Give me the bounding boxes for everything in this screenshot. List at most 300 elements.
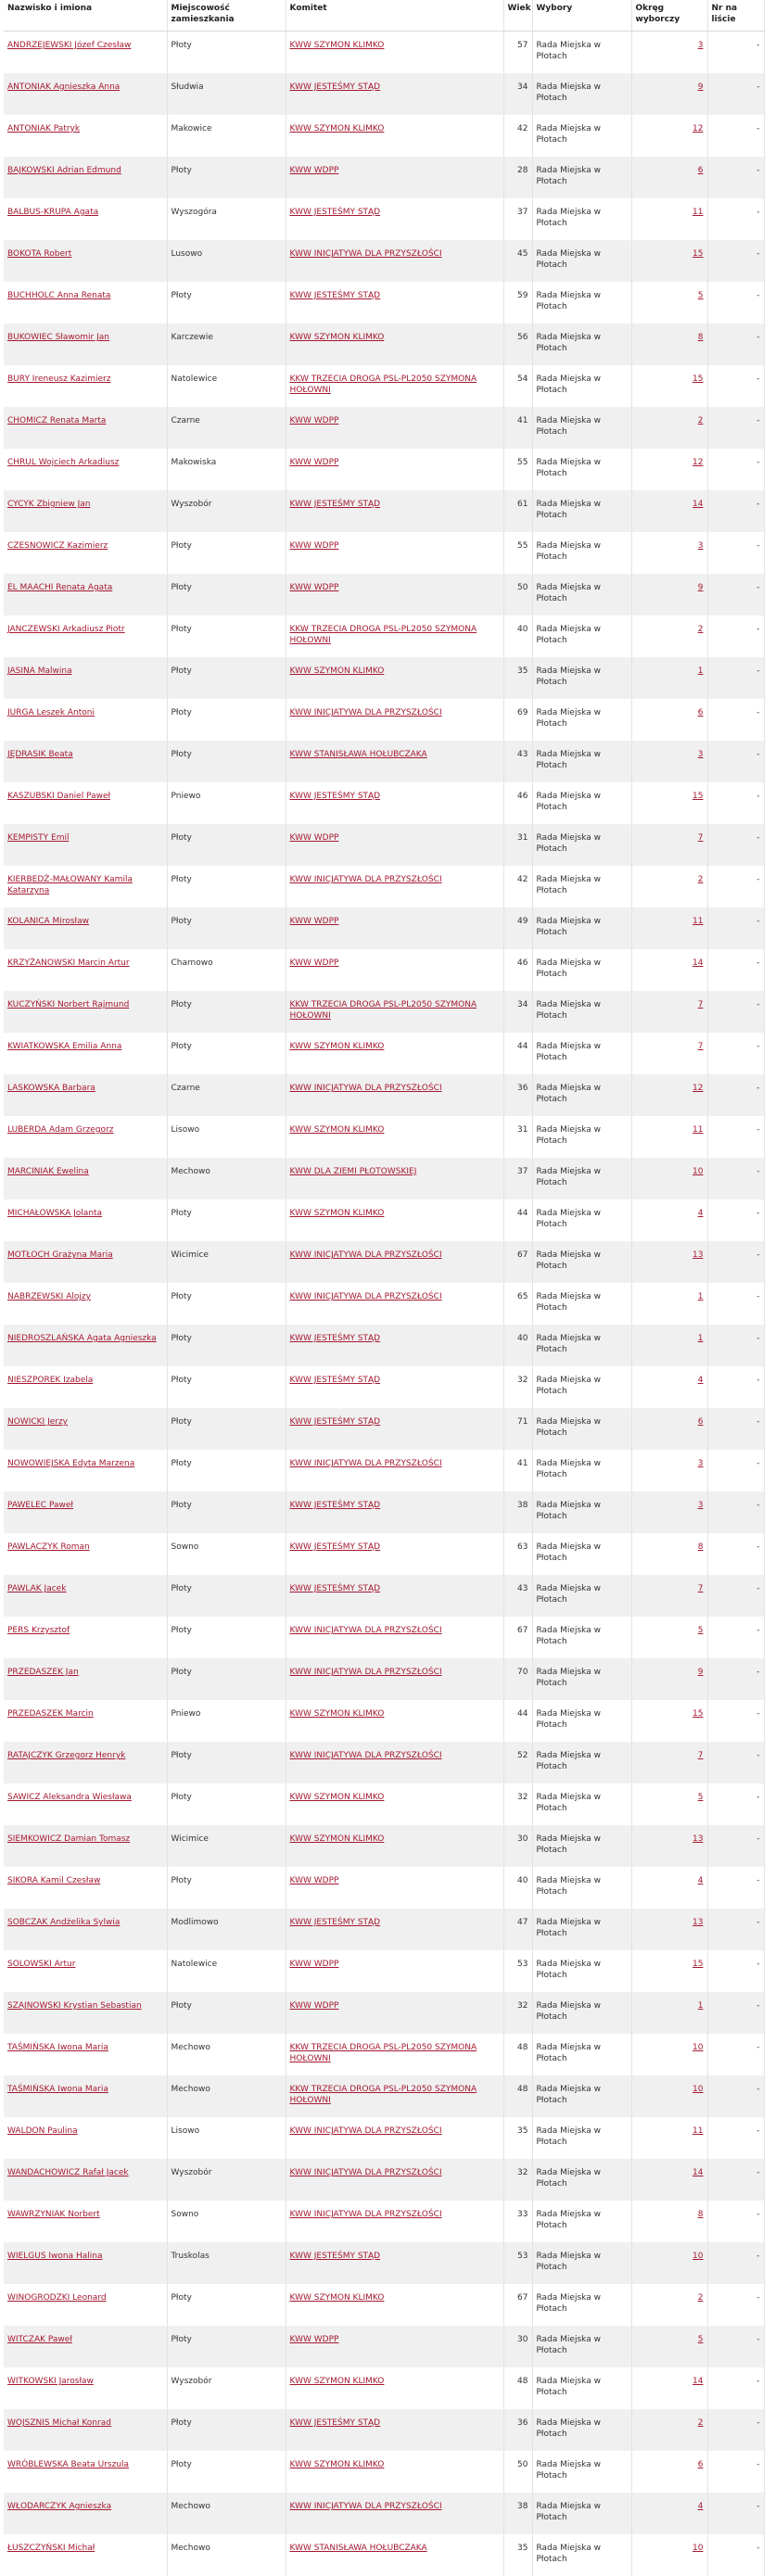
- district-cell: [631, 32, 707, 74]
- election-cell: Rada Miejska w Płotach: [532, 2451, 631, 2493]
- candidate-name-link[interactable]: PAWLACZYK Roman: [7, 1542, 90, 1552]
- district-link[interactable]: 14: [692, 2377, 703, 2386]
- district-link[interactable]: 5: [698, 2335, 704, 2344]
- committee-link[interactable]: KWW SZYMON KLIMKO: [290, 1834, 385, 1844]
- committee-cell: [286, 282, 503, 324]
- committee-link[interactable]: KWW SZYMON KLIMKO: [290, 1042, 385, 1051]
- election-cell: Rada Miejska w Płotach: [532, 1825, 631, 1867]
- committee-link[interactable]: KWW SZYMON KLIMKO: [290, 1209, 385, 1218]
- district-link[interactable]: 6: [698, 166, 704, 175]
- district-cell: [631, 1408, 707, 1450]
- election-cell: Rada Miejska w Płotach: [532, 1450, 631, 1491]
- list-number-cell: -: [707, 1033, 764, 1074]
- candidate-name-link[interactable]: KASZUBSKI Daniel Paweł: [7, 792, 110, 801]
- candidate-cell: [4, 1158, 167, 1199]
- header-residence[interactable]: Miejscowość zamieszkania: [167, 0, 286, 32]
- residence-cell: Płoty: [167, 2326, 286, 2367]
- election-cell: Rada Miejska w Płotach: [532, 2367, 631, 2409]
- candidate-name-link[interactable]: SOLOWSKI Artur: [7, 1960, 75, 1969]
- committee-link[interactable]: KWW JESTEŚMY STĄD: [290, 1501, 381, 1510]
- district-link[interactable]: 9: [698, 583, 704, 592]
- candidate-name-link[interactable]: PERS Krzysztof: [7, 1626, 70, 1635]
- committee-link[interactable]: KWW JESTEŚMY STĄD: [290, 1918, 381, 1927]
- election-cell: Rada Miejska w Płotach: [532, 1408, 631, 1450]
- candidate-cell: [4, 1450, 167, 1491]
- district-link[interactable]: 3: [698, 1459, 704, 1468]
- district-cell: [631, 198, 707, 240]
- committee-cell: [286, 824, 503, 866]
- election-cell: Rada Miejska w Płotach: [532, 2493, 631, 2534]
- committee-link[interactable]: KWW WDPP: [290, 583, 339, 592]
- committee-cell: [286, 198, 503, 240]
- candidate-name-link[interactable]: WIELGUS Iwona Halina: [7, 2252, 103, 2261]
- table-row: [4, 1325, 764, 1366]
- election-cell: Rada Miejska w Płotach: [532, 615, 631, 657]
- committee-link[interactable]: KWW WDPP: [290, 2335, 339, 2344]
- district-link[interactable]: 9: [698, 1668, 704, 1677]
- header-committee[interactable]: Komitet: [286, 0, 503, 32]
- candidate-name-link[interactable]: WINOGRODZKI Leonard: [7, 2293, 107, 2303]
- candidate-name-link[interactable]: JURGA Leszek Antoni: [7, 708, 95, 717]
- candidate-name-link[interactable]: SAWICZ Aleksandra Wiesława: [7, 1793, 132, 1802]
- district-cell: [631, 2075, 707, 2117]
- district-link[interactable]: 10: [692, 2085, 703, 2094]
- election-cell: Rada Miejska w Płotach: [532, 407, 631, 449]
- committee-link[interactable]: KWW INICJATYWA DLA PRZYSZŁOŚCI: [290, 1084, 442, 1093]
- committee-link[interactable]: KWW SZYMON KLIMKO: [290, 1709, 385, 1719]
- district-link[interactable]: 4: [698, 1876, 704, 1885]
- candidate-name-link[interactable]: KWIATKOWSKA Emilia Anna: [7, 1042, 121, 1051]
- district-link[interactable]: 14: [692, 500, 703, 509]
- district-link[interactable]: 6: [698, 2460, 704, 2469]
- district-cell: [631, 2493, 707, 2534]
- candidate-name-link[interactable]: NOWOWIEJSKA Edyta Marzena: [7, 1459, 134, 1468]
- table-row: [4, 240, 764, 282]
- committee-link[interactable]: KWW DLA ZIEMI PŁOTOWSKIEJ: [290, 1167, 417, 1176]
- district-link[interactable]: 7: [698, 833, 704, 843]
- candidate-name-link[interactable]: ANDRZEJEWSKI Józef Czesław: [7, 41, 131, 50]
- table-row: [4, 324, 764, 365]
- district-cell: [631, 574, 707, 615]
- table-body: [4, 32, 764, 2576]
- header-election[interactable]: Wybory: [532, 0, 631, 32]
- list-number-cell: -: [707, 282, 764, 324]
- candidate-name-link[interactable]: JANCZEWSKI Arkadiusz Piotr: [7, 625, 125, 634]
- committee-link[interactable]: KWW INICJATYWA DLA PRZYSZŁOŚCI: [290, 1459, 442, 1468]
- committee-link[interactable]: KWW STANISŁAWA HOŁUBCZAKA: [290, 750, 427, 759]
- committee-link[interactable]: KKW TRZECIA DROGA PSL-PL2050 SZYMONA HOŁOWNI: [290, 2043, 477, 2063]
- committee-cell: [286, 1116, 503, 1158]
- committee-link[interactable]: KWW JESTEŚMY STĄD: [290, 1376, 381, 1385]
- election-cell: Rada Miejska w Płotach: [532, 699, 631, 741]
- district-cell: [631, 2159, 707, 2201]
- district-link[interactable]: 11: [692, 917, 703, 926]
- candidate-name-link[interactable]: CZESNOWICZ Kazimierz: [7, 541, 108, 551]
- candidate-name-link[interactable]: LASKOWSKA Barbara: [7, 1084, 95, 1093]
- committee-link[interactable]: KWW WDPP: [290, 917, 339, 926]
- committee-cell: [286, 1825, 503, 1867]
- candidate-cell: [4, 2034, 167, 2075]
- residence-cell: Lisowo: [167, 1116, 286, 1158]
- age-cell: 32: [503, 2159, 532, 2201]
- table-row: [4, 1158, 764, 1199]
- district-cell: [631, 1450, 707, 1491]
- age-cell: 31: [503, 1116, 532, 1158]
- committee-link[interactable]: KWW WDPP: [290, 1960, 339, 1969]
- district-link[interactable]: 11: [692, 208, 703, 217]
- candidate-name-link[interactable]: BUKOWIEC Sławomir Jan: [7, 333, 109, 342]
- committee-cell: [286, 365, 503, 407]
- residence-cell: Karczewie: [167, 324, 286, 365]
- candidate-name-link[interactable]: BAJKOWSKI Adrian Edmund: [7, 166, 121, 175]
- candidate-name-link[interactable]: WRÓBLEWSKA Beata Urszula: [7, 2460, 129, 2469]
- district-link[interactable]: 15: [692, 249, 703, 259]
- district-link[interactable]: 1: [698, 1292, 704, 1301]
- district-link[interactable]: 3: [698, 750, 704, 759]
- district-link[interactable]: 2: [698, 875, 704, 884]
- committee-cell: [286, 1158, 503, 1199]
- election-cell: Rada Miejska w Płotach: [532, 2075, 631, 2117]
- district-link[interactable]: 3: [698, 41, 704, 50]
- district-link[interactable]: 1: [698, 2001, 704, 2011]
- district-link[interactable]: 4: [698, 1376, 704, 1385]
- district-link[interactable]: 10: [692, 2252, 703, 2261]
- district-link[interactable]: 2: [698, 625, 704, 634]
- candidate-name-link[interactable]: BALBUS-KRUPA Agata: [7, 208, 98, 217]
- committee-link[interactable]: KWW INICJATYWA DLA PRZYSZŁOŚCI: [290, 2168, 442, 2177]
- candidate-name-link[interactable]: JASINA Malwina: [7, 666, 72, 676]
- committee-link[interactable]: KWW JESTEŚMY STĄD: [290, 291, 381, 300]
- candidate-name-link[interactable]: NOWICKI Jerzy: [7, 1417, 68, 1427]
- candidate-name-link[interactable]: CHRUL Wojciech Arkadiusz: [7, 458, 119, 467]
- district-cell: [631, 449, 707, 490]
- district-link[interactable]: 15: [692, 374, 703, 384]
- candidate-name-link[interactable]: ANTONIAK Patryk: [7, 124, 80, 133]
- candidate-name-link[interactable]: SOBCZAK Andżelika Sylwia: [7, 1918, 120, 1927]
- candidate-name-link[interactable]: KUCZYŃSKI Norbert Rajmund: [7, 1000, 129, 1009]
- candidate-name-link[interactable]: MARCINIAK Ewelina: [7, 1167, 89, 1176]
- list-number-cell: -: [707, 2409, 764, 2451]
- candidate-cell: [4, 2326, 167, 2367]
- committee-link[interactable]: KWW INICJATYWA DLA PRZYSZŁOŚCI: [290, 2210, 442, 2219]
- district-cell: [631, 1825, 707, 1867]
- district-link[interactable]: 7: [698, 1584, 704, 1593]
- candidate-name-link[interactable]: CYCYK Zbigniew Jan: [7, 500, 90, 509]
- residence-cell: Makowiska: [167, 449, 286, 490]
- candidate-name-link[interactable]: TAŚMIŃSKA Iwona Maria: [7, 2085, 108, 2094]
- election-cell: Rada Miejska w Płotach: [532, 1742, 631, 1783]
- candidate-name-link[interactable]: NIESZPOREK Izabela: [7, 1376, 93, 1385]
- candidate-name-link[interactable]: PRZEDASZEK Marcin: [7, 1709, 94, 1719]
- candidate-name-link[interactable]: SZAJNOWSKI Krystian Sebastian: [7, 2001, 142, 2011]
- residence-cell: Płoty: [167, 1408, 286, 1450]
- committee-link[interactable]: KWW SZYMON KLIMKO: [290, 124, 385, 133]
- committee-link[interactable]: KWW JESTEŚMY STĄD: [290, 1417, 381, 1427]
- committee-link[interactable]: KWW JESTEŚMY STĄD: [290, 208, 381, 217]
- candidate-cell: [4, 73, 167, 115]
- table-row: [4, 2201, 764, 2242]
- committee-link[interactable]: KKW TRZECIA DROGA PSL-PL2050 SZYMONA HOŁOWNI: [290, 2085, 477, 2105]
- committee-link[interactable]: KKW TRZECIA DROGA PSL-PL2050 SZYMONA HOŁOWNI: [290, 625, 477, 645]
- committee-cell: [286, 1700, 503, 1742]
- election-cell: Rada Miejska w Płotach: [532, 1366, 631, 1408]
- age-cell: 43: [503, 1575, 532, 1617]
- district-link[interactable]: 6: [698, 708, 704, 717]
- candidate-name-link[interactable]: BUCHHOLC Anna Renata: [7, 291, 110, 300]
- candidate-cell: [4, 2284, 167, 2326]
- committee-cell: [286, 1325, 503, 1366]
- age-cell: 43: [503, 741, 532, 782]
- district-link[interactable]: 10: [692, 1167, 703, 1176]
- district-cell: [631, 1742, 707, 1783]
- residence-cell: Wyszobór: [167, 490, 286, 532]
- district-cell: [631, 1033, 707, 1074]
- candidate-name-link[interactable]: CHOMICZ Renata Marta: [7, 416, 106, 425]
- district-link[interactable]: 3: [698, 541, 704, 551]
- committee-link[interactable]: KWW WDPP: [290, 2001, 339, 2011]
- candidate-cell: [4, 1867, 167, 1909]
- district-link[interactable]: 8: [698, 333, 704, 342]
- election-cell: Rada Miejska w Płotach: [532, 73, 631, 115]
- committee-link[interactable]: KWW INICJATYWA DLA PRZYSZŁOŚCI: [290, 875, 442, 884]
- age-cell: 35: [503, 2534, 532, 2576]
- committee-link[interactable]: KWW INICJATYWA DLA PRZYSZŁOŚCI: [290, 1751, 442, 1760]
- candidate-name-link[interactable]: KEMPISTY Emil: [7, 833, 69, 843]
- district-link[interactable]: 13: [692, 1834, 703, 1844]
- candidate-name-link[interactable]: PAWELEC Paweł: [7, 1501, 73, 1510]
- committee-link[interactable]: KWW JESTEŚMY STĄD: [290, 1542, 381, 1552]
- header-list-number[interactable]: Nr na liście: [707, 0, 764, 32]
- district-link[interactable]: 7: [698, 1000, 704, 1009]
- candidate-name-link[interactable]: KOLANICA Mirosław: [7, 917, 89, 926]
- committee-link[interactable]: KWW JESTEŚMY STĄD: [290, 2418, 381, 2428]
- candidate-name-link[interactable]: LUBERDA Adam Grzegorz: [7, 1125, 114, 1135]
- table-row: [4, 782, 764, 824]
- candidate-name-link[interactable]: NIEDROSZLAŃSKA Agata Agnieszka: [7, 1334, 157, 1343]
- candidate-name-link[interactable]: BURY Ireneusz Kazimierz: [7, 374, 110, 384]
- committee-link[interactable]: KWW JESTEŚMY STĄD: [290, 2252, 381, 2261]
- candidate-name-link[interactable]: ŁUSZCZYŃSKI Michał: [7, 2544, 95, 2553]
- header-age[interactable]: Wiek: [503, 0, 532, 32]
- committee-link[interactable]: KWW SZYMON KLIMKO: [290, 333, 385, 342]
- election-cell: Rada Miejska w Płotach: [532, 240, 631, 282]
- candidate-cell: [4, 324, 167, 365]
- candidate-name-link[interactable]: NABRZEWSKI Alojzy: [7, 1292, 91, 1301]
- residence-cell: Płoty: [167, 574, 286, 615]
- committee-link[interactable]: KWW INICJATYWA DLA PRZYSZŁOŚCI: [290, 1626, 442, 1635]
- district-link[interactable]: 1: [698, 666, 704, 676]
- district-link[interactable]: 4: [698, 1209, 704, 1218]
- committee-cell: [286, 1366, 503, 1408]
- committee-link[interactable]: KWW WDPP: [290, 416, 339, 425]
- candidate-name-link[interactable]: PAWLAK Jacek: [7, 1584, 66, 1593]
- age-cell: 34: [503, 73, 532, 115]
- district-link[interactable]: 8: [698, 1542, 704, 1552]
- district-link[interactable]: 2: [698, 2293, 704, 2303]
- election-cell: Rada Miejska w Płotach: [532, 991, 631, 1033]
- table-row: [4, 741, 764, 782]
- committee-link[interactable]: KWW WDPP: [290, 1876, 339, 1885]
- age-cell: 48: [503, 2367, 532, 2409]
- committee-cell: [286, 866, 503, 907]
- district-link[interactable]: 7: [698, 1042, 704, 1051]
- district-link[interactable]: 3: [698, 1501, 704, 1510]
- committee-link[interactable]: KWW WDPP: [290, 541, 339, 551]
- candidate-cell: [4, 449, 167, 490]
- district-link[interactable]: 12: [692, 124, 703, 133]
- committee-link[interactable]: KWW JESTEŚMY STĄD: [290, 500, 381, 509]
- committee-link[interactable]: KWW INICJATYWA DLA PRZYSZŁOŚCI: [290, 1292, 442, 1301]
- election-cell: Rada Miejska w Płotach: [532, 1909, 631, 1950]
- district-cell: [631, 157, 707, 198]
- district-link[interactable]: 15: [692, 1709, 703, 1719]
- committee-link[interactable]: KWW INICJATYWA DLA PRZYSZŁOŚCI: [290, 249, 442, 259]
- committee-link[interactable]: KWW SZYMON KLIMKO: [290, 666, 385, 676]
- committee-link[interactable]: KWW JESTEŚMY STĄD: [290, 1584, 381, 1593]
- committee-link[interactable]: KWW WDPP: [290, 458, 339, 467]
- committee-link[interactable]: KWW WDPP: [290, 833, 339, 843]
- election-cell: Rada Miejska w Płotach: [532, 1074, 631, 1116]
- committee-link[interactable]: KKW TRZECIA DROGA PSL-PL2050 SZYMONA HOŁOWNI: [290, 1000, 477, 1021]
- committee-link[interactable]: KWW STANISŁAWA HOŁUBCZAKA: [290, 2544, 427, 2553]
- age-cell: 33: [503, 2201, 532, 2242]
- age-cell: 49: [503, 907, 532, 949]
- district-link[interactable]: 4: [698, 2502, 704, 2511]
- committee-link[interactable]: KWW SZYMON KLIMKO: [290, 2293, 385, 2303]
- candidate-name-link[interactable]: JĘDRASIK Beata: [7, 750, 73, 759]
- candidate-name-link[interactable]: KRZYŻANOWSKI Marcin Artur: [7, 958, 130, 968]
- candidate-name-link[interactable]: WALDON Paulina: [7, 2126, 78, 2136]
- candidate-name-link[interactable]: ANTONIAK Agnieszka Anna: [7, 82, 120, 92]
- residence-cell: Płoty: [167, 1366, 286, 1408]
- table-row: [4, 1033, 764, 1074]
- residence-cell: Pniewo: [167, 782, 286, 824]
- election-cell: Rada Miejska w Płotach: [532, 1950, 631, 1992]
- candidate-name-link[interactable]: EL MAACHI Renata Agata: [7, 583, 112, 592]
- table-row: [4, 1491, 764, 1533]
- header-district[interactable]: Okręg wyborczy: [631, 0, 707, 32]
- residence-cell: Wyszogóra: [167, 198, 286, 240]
- district-link[interactable]: 6: [698, 1417, 704, 1427]
- district-cell: [631, 657, 707, 699]
- candidate-name-link[interactable]: WOJSZNIS Michał Konrad: [7, 2418, 111, 2428]
- table-row: [4, 2159, 764, 2201]
- committee-link[interactable]: KWW SZYMON KLIMKO: [290, 1793, 385, 1802]
- candidate-name-link[interactable]: WAWRZYNIAK Norbert: [7, 2210, 100, 2219]
- candidate-name-link[interactable]: RATAJCZYK Grzegorz Henryk: [7, 1751, 125, 1760]
- committee-link[interactable]: KWW JESTEŚMY STĄD: [290, 792, 381, 801]
- candidate-name-link[interactable]: BOKOTA Robert: [7, 249, 71, 259]
- committee-link[interactable]: KWW SZYMON KLIMKO: [290, 2460, 385, 2469]
- election-cell: Rada Miejska w Płotach: [532, 1533, 631, 1575]
- residence-cell: Płoty: [167, 532, 286, 574]
- table-row: [4, 2117, 764, 2159]
- committee-cell: [286, 1742, 503, 1783]
- candidate-name-link[interactable]: WANDACHOWICZ Rafał Jacek: [7, 2168, 129, 2177]
- district-link[interactable]: 5: [698, 1626, 704, 1635]
- district-link[interactable]: 10: [692, 2043, 703, 2052]
- district-link[interactable]: 12: [692, 458, 703, 467]
- committee-link[interactable]: KWW INICJATYWA DLA PRZYSZŁOŚCI: [290, 708, 442, 717]
- candidate-name-link[interactable]: SIKORA Kamil Czesław: [7, 1876, 100, 1885]
- district-link[interactable]: 13: [692, 1918, 703, 1927]
- committee-link[interactable]: KWW SZYMON KLIMKO: [290, 1125, 385, 1135]
- candidate-cell: [4, 1283, 167, 1325]
- candidate-name-link[interactable]: MICHAŁOWSKA Jolanta: [7, 1209, 102, 1218]
- committee-link[interactable]: KWW WDPP: [290, 958, 339, 968]
- candidate-name-link[interactable]: PRZEDASZEK Jan: [7, 1668, 79, 1677]
- header-name[interactable]: Nazwisko i imiona: [4, 0, 167, 32]
- committee-link[interactable]: KWW SZYMON KLIMKO: [290, 41, 385, 50]
- committee-cell: [286, 1950, 503, 1992]
- candidate-name-link[interactable]: WITKOWSKI Jarosław: [7, 2377, 94, 2386]
- candidate-name-link[interactable]: WŁODARCZYK Agnieszka: [7, 2502, 111, 2511]
- election-cell: Rada Miejska w Płotach: [532, 1199, 631, 1241]
- district-link[interactable]: 9: [698, 82, 704, 92]
- district-link[interactable]: 12: [692, 1084, 703, 1093]
- table-row: [4, 2075, 764, 2117]
- committee-link[interactable]: KWW JESTEŚMY STĄD: [290, 82, 381, 92]
- district-link[interactable]: 5: [698, 291, 704, 300]
- election-cell: Rada Miejska w Płotach: [532, 1617, 631, 1658]
- committee-link[interactable]: KWW INICJATYWA DLA PRZYSZŁOŚCI: [290, 2502, 442, 2511]
- committee-cell: [286, 782, 503, 824]
- residence-cell: Czarne: [167, 1074, 286, 1116]
- district-link[interactable]: 11: [692, 1125, 703, 1135]
- committee-link[interactable]: KWW JESTEŚMY STĄD: [290, 1334, 381, 1343]
- committee-cell: [286, 2242, 503, 2284]
- table-row: [4, 2242, 764, 2284]
- candidate-name-link[interactable]: TAŚMIŃSKA Iwona Maria: [7, 2043, 108, 2052]
- district-link[interactable]: 13: [692, 1250, 703, 1260]
- district-link[interactable]: 11: [692, 2126, 703, 2136]
- district-link[interactable]: 10: [692, 2544, 703, 2553]
- district-link[interactable]: 14: [692, 958, 703, 968]
- district-link[interactable]: 5: [698, 1793, 704, 1802]
- candidate-name-link[interactable]: WITCZAK Paweł: [7, 2335, 72, 2344]
- residence-cell: Mechowo: [167, 2534, 286, 2576]
- district-link[interactable]: 15: [692, 1960, 703, 1969]
- district-cell: [631, 1617, 707, 1658]
- committee-link[interactable]: KWW SZYMON KLIMKO: [290, 2377, 385, 2386]
- district-link[interactable]: 14: [692, 2168, 703, 2177]
- committee-link[interactable]: KWW WDPP: [290, 166, 339, 175]
- committee-cell: [286, 1491, 503, 1533]
- age-cell: 34: [503, 991, 532, 1033]
- district-link[interactable]: 7: [698, 1751, 704, 1760]
- table-row: [4, 2367, 764, 2409]
- district-link[interactable]: 2: [698, 416, 704, 425]
- committee-link[interactable]: KWW INICJATYWA DLA PRZYSZŁOŚCI: [290, 2126, 442, 2136]
- district-link[interactable]: 2: [698, 2418, 704, 2428]
- candidate-name-link[interactable]: KIERBEDŹ-MAŁOWANY Kamila Katarzyna: [7, 875, 133, 895]
- district-link[interactable]: 8: [698, 2210, 704, 2219]
- district-link[interactable]: 15: [692, 792, 703, 801]
- district-link[interactable]: 1: [698, 1334, 704, 1343]
- committee-link[interactable]: KWW INICJATYWA DLA PRZYSZŁOŚCI: [290, 1668, 442, 1677]
- age-cell: 35: [503, 2117, 532, 2159]
- committee-link[interactable]: KWW INICJATYWA DLA PRZYSZŁOŚCI: [290, 1250, 442, 1260]
- election-cell: Rada Miejska w Płotach: [532, 949, 631, 991]
- committee-link[interactable]: KKW TRZECIA DROGA PSL-PL2050 SZYMONA HOŁOWNI: [290, 374, 477, 395]
- candidate-name-link[interactable]: SIEMKOWICZ Damian Tomasz: [7, 1834, 130, 1844]
- list-number-cell: -: [707, 407, 764, 449]
- list-number-cell: -: [707, 2284, 764, 2326]
- district-cell: [631, 532, 707, 574]
- residence-cell: Płoty: [167, 2409, 286, 2451]
- candidate-name-link[interactable]: MOTŁOCH Grażyna Maria: [7, 1250, 113, 1260]
- list-number-cell: -: [707, 2117, 764, 2159]
